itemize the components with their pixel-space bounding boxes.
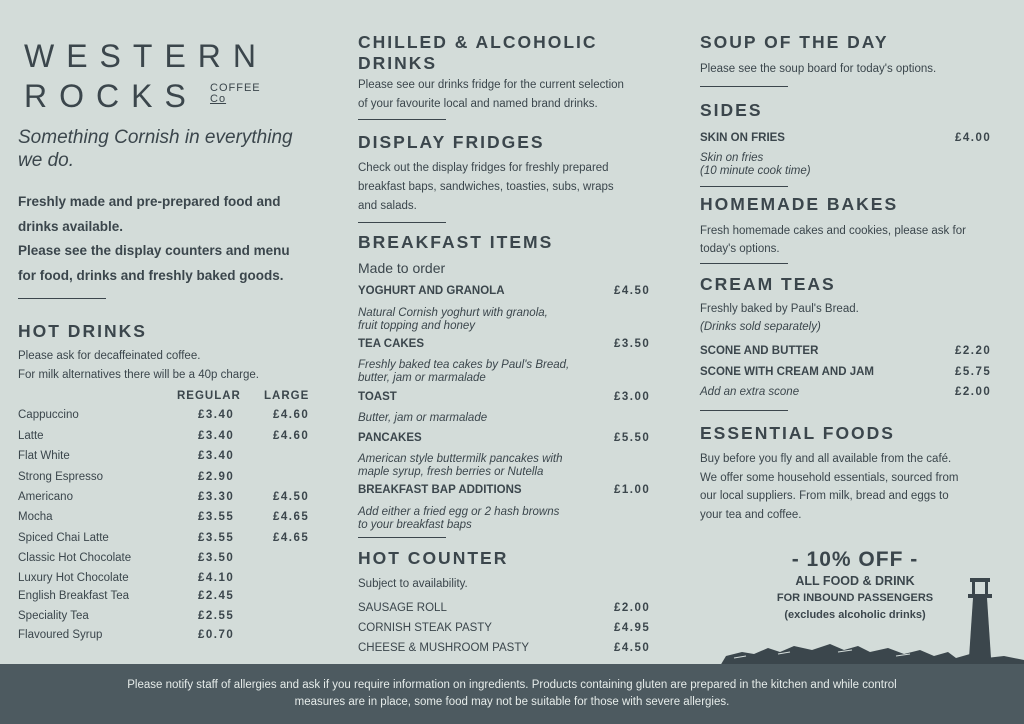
menu-item	[18, 467, 336, 487]
item-name: Flavoured Syrup	[18, 629, 103, 641]
divider	[358, 119, 446, 120]
price-large: £4.60	[273, 409, 310, 421]
price-regular: £3.30	[198, 491, 235, 503]
col-large-header: LARGE	[264, 390, 310, 402]
price-large: £4.65	[273, 511, 310, 523]
breakfast-subheading: Made to order	[358, 260, 446, 276]
menu-item	[700, 128, 1008, 148]
item-name: SCONE AND BUTTER	[700, 345, 819, 357]
chilled-heading-line1: CHILLED & ALCOHOLIC	[358, 32, 598, 52]
tagline: Something Cornish in everything we do.	[18, 127, 293, 171]
col-regular-header: REGULAR	[177, 390, 241, 402]
menu-item	[18, 446, 336, 466]
price-large: £4.60	[273, 430, 310, 442]
lighthouse-lantern-left	[972, 582, 975, 594]
item-description: American style buttermilk pancakes with	[358, 453, 563, 465]
item-description: Add either a fried egg or 2 hash browns	[358, 506, 560, 518]
item-price: £2.20	[955, 345, 992, 357]
item-name: Speciality Tea	[18, 610, 89, 622]
hot-drinks-note-milk: For milk alternatives there will be a 40p charge.	[18, 369, 259, 381]
menu-item	[700, 362, 1008, 382]
item-description: (10 minute cook time)	[700, 165, 811, 177]
lighthouse-gallery	[968, 594, 992, 598]
lighthouse-lantern-top	[970, 578, 990, 582]
item-price: £4.95	[614, 622, 651, 634]
menu-item	[358, 387, 664, 407]
item-name: English Breakfast Tea	[18, 590, 130, 602]
item-description: Natural Cornish yoghurt with granola,	[358, 307, 548, 319]
item-name: CORNISH STEAK PASTY	[358, 622, 492, 634]
cream-teas-note: (Drinks sold separately)	[700, 321, 821, 333]
fridges-text-line: breakfast baps, sandwiches, toasties, subs, wraps	[358, 181, 614, 193]
item-name: BREAKFAST BAP ADDITIONS	[358, 484, 522, 496]
fridges-text-line: and salads.	[358, 200, 417, 212]
hot-drinks-header-row	[18, 386, 336, 406]
item-description: Butter, jam or marmalade	[358, 412, 488, 424]
lighthouse-tower	[969, 598, 991, 658]
item-description: Freshly baked tea cakes by Paul's Bread,	[358, 359, 570, 371]
item-name: TOAST	[358, 391, 397, 403]
item-name: PANCAKES	[358, 432, 422, 444]
brand-line-rocks: ROCKS	[24, 78, 198, 114]
price-regular: £3.55	[198, 532, 235, 544]
essential-foods-heading: ESSENTIAL FOODS	[700, 423, 895, 443]
hot-drinks-note-decaf: Please ask for decaffeinated coffee.	[18, 350, 201, 362]
item-price: £5.75	[955, 366, 992, 378]
display-fridges-heading: DISPLAY FRIDGES	[358, 132, 545, 152]
intro-text	[18, 190, 336, 288]
brand-logo	[24, 36, 268, 116]
sides-heading: SIDES	[700, 100, 763, 120]
item-price: £2.00	[614, 602, 651, 614]
item-name: Luxury Hot Chocolate	[18, 572, 129, 584]
menu-item	[358, 281, 664, 301]
item-name: YOGHURT AND GRANOLA	[358, 285, 505, 297]
price-regular: £2.90	[198, 471, 235, 483]
price-regular: £3.40	[198, 450, 235, 462]
item-name: TEA CAKES	[358, 338, 425, 350]
menu-item	[18, 426, 336, 446]
menu-item	[18, 487, 336, 507]
item-name: Add an extra scone	[700, 386, 800, 398]
menu-item	[358, 638, 664, 658]
item-name: Cappuccino	[18, 409, 79, 421]
item-price: £4.00	[955, 132, 992, 144]
item-description: fruit topping and honey	[358, 320, 476, 332]
intro-line: Freshly made and pre-prepared food and	[18, 194, 281, 209]
price-regular: £3.55	[198, 511, 235, 523]
price-large: £4.50	[273, 491, 310, 503]
soup-text: Please see the soup board for today's options.	[700, 63, 937, 75]
offer-line: (excludes alcoholic drinks)	[784, 609, 926, 621]
footer-line: measures are in place, some food may not be suitable for those with severe allergies.	[294, 696, 730, 708]
item-price: £3.50	[614, 338, 651, 350]
price-regular: £3.40	[198, 430, 235, 442]
price-regular: £0.70	[198, 629, 235, 641]
footer-line: Please notify staff of allergies and ask if you require information on ingredients. Products containing gluten are prepared in the kitchen and while control	[127, 679, 897, 691]
menu-item	[358, 480, 664, 500]
menu-item	[358, 618, 664, 638]
divider	[358, 537, 446, 538]
hot-counter-subheading: Subject to availability.	[358, 578, 468, 590]
item-price: £5.50	[614, 432, 651, 444]
divider	[700, 86, 788, 87]
essential-text-line: Buy before you fly and all available from the café.	[700, 453, 952, 465]
menu-item	[18, 606, 336, 626]
bakes-text-line: Fresh homemade cakes and cookies, please ask for	[700, 225, 966, 237]
item-price: £1.00	[614, 484, 651, 496]
intro-line: drinks available.	[18, 218, 124, 234]
bakes-text-line: today's options.	[700, 243, 780, 255]
soup-heading: SOUP OF THE DAY	[700, 32, 889, 52]
menu-item	[358, 334, 664, 354]
allergy-footer	[0, 664, 1024, 724]
intro-line: Please see the display counters and menu	[18, 243, 290, 258]
divider	[358, 222, 446, 223]
brand-coffee: COFFEE	[210, 82, 261, 94]
price-regular: £3.50	[198, 552, 235, 564]
lighthouse-lantern-right	[985, 582, 988, 594]
price-large: £4.65	[273, 532, 310, 544]
item-description: to your breakfast baps	[358, 519, 472, 531]
menu-item	[358, 598, 664, 618]
lighthouse-rocks-illustration	[720, 572, 1024, 666]
price-regular: £2.45	[198, 590, 235, 602]
price-regular: £2.55	[198, 610, 235, 622]
fridges-text-line: Check out the display fridges for freshly prepared	[358, 162, 609, 174]
menu-item	[18, 528, 336, 548]
menu-item	[700, 382, 1008, 402]
price-regular: £3.40	[198, 409, 235, 421]
item-description: Skin on fries	[700, 152, 764, 164]
divider	[700, 186, 788, 187]
item-name: SKIN ON FRIES	[700, 132, 785, 144]
item-price: £4.50	[614, 285, 651, 297]
item-description: maple syrup, fresh berries or Nutella	[358, 466, 544, 478]
chilled-text-line: of your favourite local and named brand drinks.	[358, 98, 598, 110]
cream-teas-text: Freshly baked by Paul's Bread.	[700, 303, 859, 315]
item-name: Latte	[18, 430, 44, 442]
cream-teas-heading: CREAM TEAS	[700, 274, 836, 294]
item-name: Flat White	[18, 450, 70, 462]
price-regular: £4.10	[198, 572, 235, 584]
item-description: butter, jam or marmalade	[358, 372, 486, 384]
menu-item	[18, 568, 336, 588]
homemade-bakes-heading: HOMEMADE BAKES	[700, 194, 899, 214]
offer-headline: - 10% OFF -	[791, 548, 919, 571]
item-name: Americano	[18, 491, 73, 503]
hot-drinks-heading: HOT DRINKS	[18, 321, 147, 341]
menu-item	[18, 548, 336, 568]
menu-item	[18, 507, 336, 527]
breakfast-heading: BREAKFAST ITEMS	[358, 232, 554, 252]
item-price: £4.50	[614, 642, 651, 654]
item-name: CHEESE & MUSHROOM PASTY	[358, 642, 530, 654]
menu-item	[18, 405, 336, 425]
item-name: Spiced Chai Latte	[18, 532, 109, 544]
divider	[700, 263, 788, 264]
item-name: Mocha	[18, 511, 53, 523]
divider	[18, 298, 106, 299]
item-name: Classic Hot Chocolate	[18, 552, 132, 564]
essential-text-line: our local suppliers. From milk, bread and eggs to	[700, 490, 949, 502]
menu-item	[700, 341, 1008, 361]
offer-line: FOR INBOUND PASSENGERS	[776, 592, 934, 604]
brand-line-western: WESTERN	[24, 38, 268, 74]
chilled-text-line: Please see our drinks fridge for the current selection	[358, 79, 624, 91]
item-name: Strong Espresso	[18, 471, 104, 483]
brand-coffee-co	[210, 83, 261, 105]
menu-item	[18, 586, 336, 606]
essential-text-line: We offer some household essentials, sourced from	[700, 472, 959, 484]
item-price: £3.00	[614, 391, 651, 403]
offer-line: ALL FOOD & DRINK	[795, 574, 915, 588]
divider	[700, 410, 788, 411]
menu-item	[18, 625, 336, 645]
essential-text-line: your tea and coffee.	[700, 509, 802, 521]
item-price: £2.00	[955, 386, 992, 398]
item-name: SCONE WITH CREAM AND JAM	[700, 366, 874, 378]
item-name: SAUSAGE ROLL	[358, 602, 447, 614]
menu-item	[358, 428, 664, 448]
intro-line: for food, drinks and freshly baked goods.	[18, 267, 284, 283]
chilled-heading-line2: DRINKS	[358, 53, 438, 73]
brand-co: Co	[210, 93, 227, 105]
hot-counter-heading: HOT COUNTER	[358, 548, 509, 568]
